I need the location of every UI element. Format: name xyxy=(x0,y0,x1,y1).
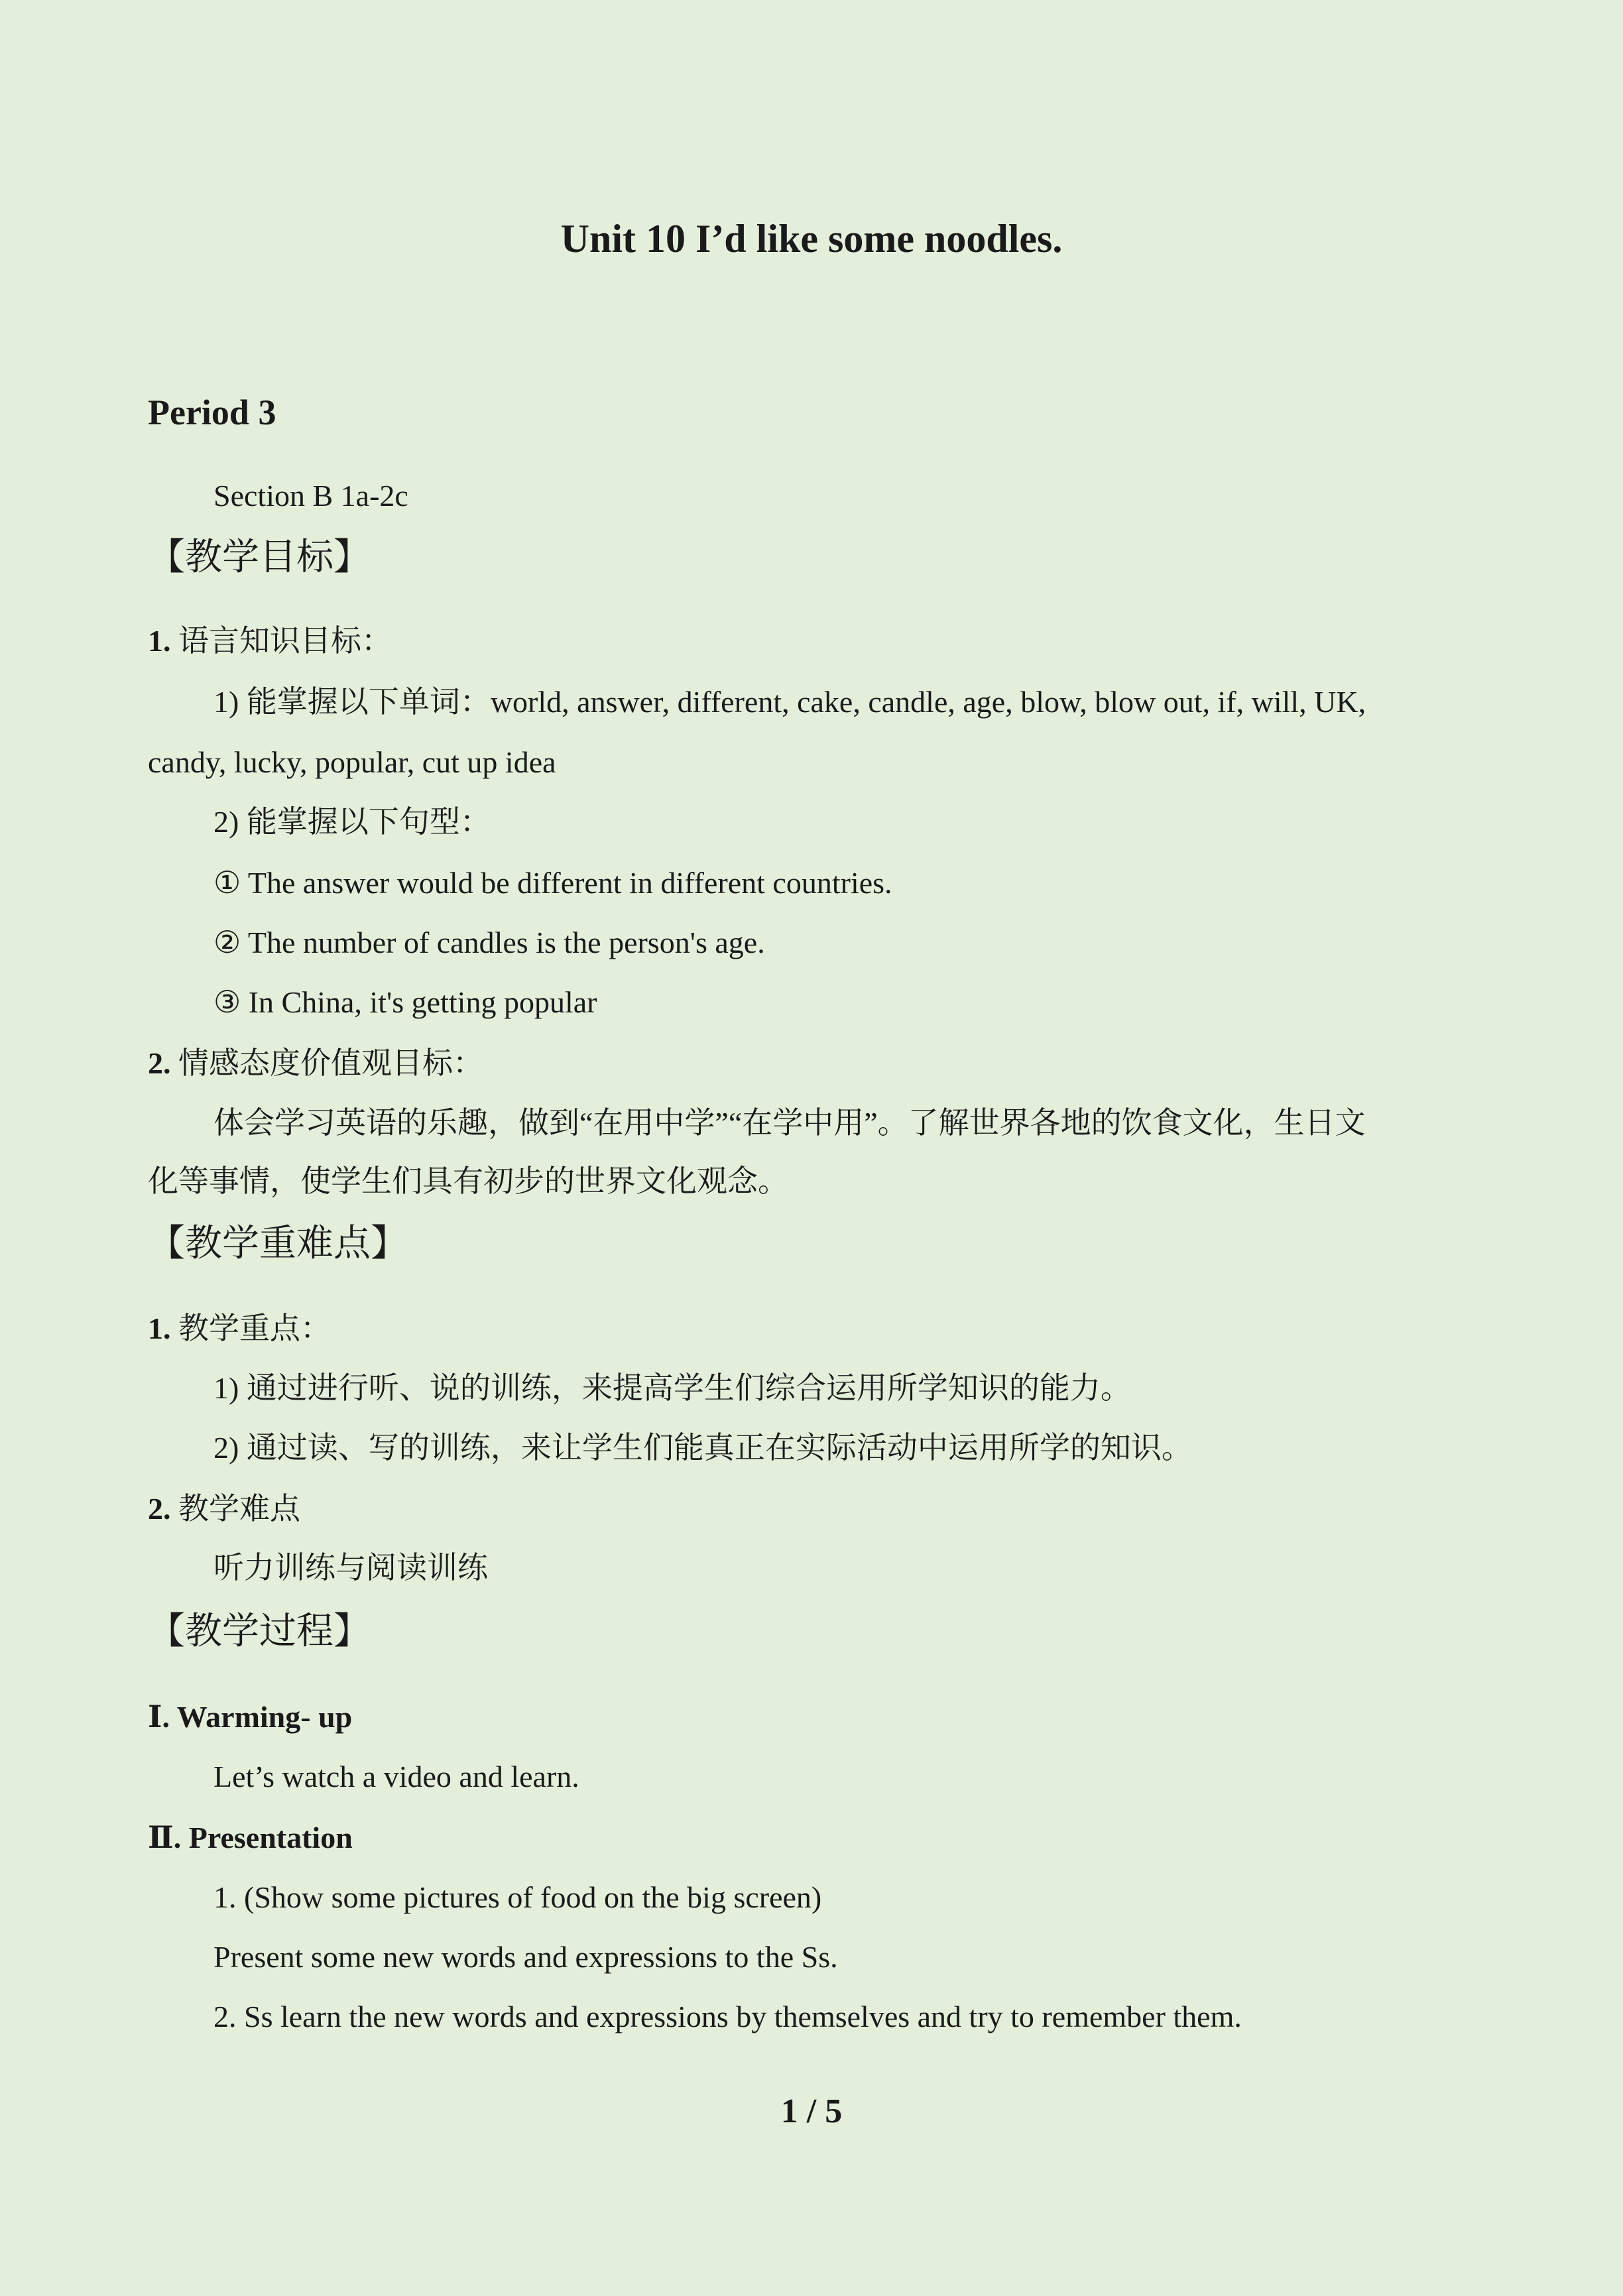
vocabulary-line-1 xyxy=(213,682,1366,722)
objective-item-2 xyxy=(148,1044,483,1083)
keypoints-item-2-label: 教学难点 xyxy=(178,1492,300,1526)
step-2-item: 1. (Show some pictures of food on the big screen) xyxy=(213,1880,822,1914)
vocabulary-prefix: 1) 能掌握以下单词： xyxy=(213,685,491,719)
keypoints-item-1-label: 教学重点： xyxy=(178,1311,331,1345)
step-1-label: Ⅰ. Warming- up xyxy=(148,1700,353,1734)
keypoints-item-1-number: 1. xyxy=(148,1311,171,1345)
objective-item-1-label: 语言知识目标： xyxy=(178,624,392,658)
sentence-pattern: ① The answer would be different in different countries. xyxy=(213,866,892,900)
page-number: 1 / 5 xyxy=(780,2092,843,2130)
keypoints-item-1 xyxy=(148,1309,331,1349)
step-2-item: 2. Ss learn the new words and expressions by themselves and try to remember them. xyxy=(213,2000,1242,2033)
keypoint-2: 2) 通过读、写的训练，来让学生们能真正在实际活动中运用所学的知识。 xyxy=(213,1431,1192,1465)
section-label: Section B 1a-2c xyxy=(213,479,408,513)
objective-item-1 xyxy=(148,621,392,661)
keypoint-1: 1) 通过进行听、说的训练，来提高学生们综合运用所学知识的能力。 xyxy=(213,1371,1131,1405)
sentence-pattern: ② The number of candles is the person's age. xyxy=(213,926,765,959)
period-heading: Period 3 xyxy=(148,393,276,432)
objectives-heading: 【教学目标】 xyxy=(148,536,371,579)
attitude-text-a: 体会学习英语的乐趣，做到“在用中学”“在学中用”。了解世界各地的饮食文化，生日文 xyxy=(213,1106,1366,1140)
objective-item-2-number: 2. xyxy=(148,1046,171,1080)
keypoints-item-2-number: 2. xyxy=(148,1492,171,1526)
vocabulary-words-a: world, answer, different, cake, candle, age, blow, blow out, if, will, UK, xyxy=(490,685,1366,719)
step-2-label: Ⅱ. Presentation xyxy=(148,1821,353,1854)
sentence-pattern: ③ In China, it's getting popular xyxy=(213,985,597,1019)
difficulty-text: 听力训练与阅读训练 xyxy=(213,1551,488,1585)
process-heading: 【教学过程】 xyxy=(148,1610,371,1653)
vocabulary-words-b: candy, lucky, popular, cut up idea xyxy=(148,745,556,779)
keypoints-item-2 xyxy=(148,1489,300,1529)
step-2-item: Present some new words and expressions to the Ss. xyxy=(213,1940,838,1974)
step-1-text: Let’s watch a video and learn. xyxy=(213,1760,579,1793)
attitude-text-b: 化等事情，使学生们具有初步的世界文化观念。 xyxy=(148,1164,788,1198)
objective-item-2-label: 情感态度价值观目标： xyxy=(178,1046,483,1080)
sentence-patterns-label: 2) 能掌握以下句型： xyxy=(213,805,491,839)
keypoints-heading: 【教学重难点】 xyxy=(148,1222,408,1265)
objective-item-1-number: 1. xyxy=(148,624,171,658)
document-title: Unit 10 I’d like some noodles. xyxy=(560,217,1063,261)
